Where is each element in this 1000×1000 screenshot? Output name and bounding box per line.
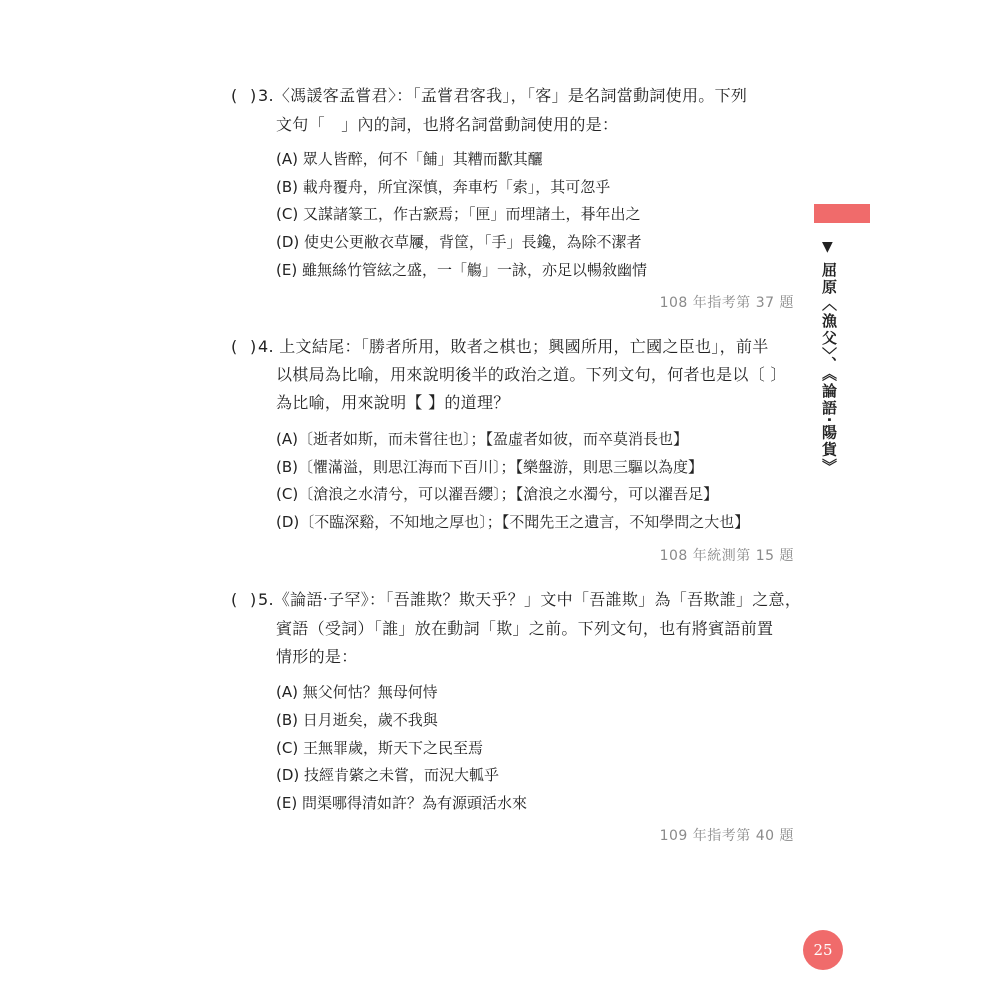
option-c: (C) 王無罪歲，斯天下之民至焉: [276, 739, 483, 757]
option-c: (C) 又謀諸篆工，作古窾焉；「匣」而埋諸土，朞年出之: [276, 205, 641, 223]
answer-blank-close: ): [250, 590, 257, 609]
answer-blank-close: ): [250, 86, 257, 105]
question-source: 108 年指考第 37 題: [659, 295, 794, 311]
answer-blank-open: (: [231, 337, 238, 356]
option-d: (D) 使史公更敝衣草屨，背筐，「手」長鑱，為除不潔者: [276, 233, 642, 251]
option-e: (E) 雖無絲竹管絃之盛，一「觴」一詠，亦足以暢敘幽情: [276, 261, 647, 279]
answer-blank-open: (: [231, 590, 238, 609]
option-b: (B) 日月逝矣，歲不我與: [276, 711, 438, 729]
question-source: 109 年指考第 40 題: [659, 828, 794, 844]
chapter-marker-bar: [814, 204, 870, 223]
option-d: (D) 技經肯綮之未嘗，而況大軱乎: [276, 766, 500, 784]
page-number-badge: [803, 930, 843, 970]
answer-blank-open: (: [231, 86, 238, 105]
option-a: (A)〔逝者如斯，而未嘗往也〕；【盈虛者如彼，而卒莫消長也】: [276, 430, 688, 448]
question-text-line: 為比喻，用來說明【 】的道理？: [276, 393, 510, 412]
option-c: (C)〔滄浪之水清兮，可以濯吾纓〕；【滄浪之水濁兮，可以濯吾足】: [276, 485, 719, 503]
option-d: (D)〔不臨深谿，不知地之厚也〕；【不聞先王之遺言，不知學問之大也】: [276, 513, 750, 531]
question-text-line: 4. 上文結尾：「勝者所用，敗者之棋也；興國所用，亡國之臣也」，前半: [258, 337, 769, 356]
question-text-line: 文句「 」內的詞，也將名詞當動詞使用的是：: [276, 115, 619, 134]
question-text-line: 以棋局為比喻，用來說明後半的政治之道。下列文句，何者也是以〔 〕: [276, 365, 787, 384]
option-a: (A) 眾人皆醉，何不「餔」其糟而歠其釃: [276, 150, 543, 168]
question-text-line: 賓語（受詞）「誰」放在動詞「欺」之前。下列文句，也有將賓語前置: [276, 619, 774, 638]
option-e: (E) 問渠哪得清如許？為有源頭活水來: [276, 794, 527, 812]
option-b: (B) 載舟覆舟，所宜深慎，奔車朽「索」，其可忽乎: [276, 178, 611, 196]
triangle-down-icon: ▼: [822, 239, 833, 255]
question-text-line: 5.《論語‧子罕》：「吾誰欺？欺天乎？」文中「吾誰欺」為「吾欺誰」之意，: [258, 590, 802, 609]
question-text-line: 3.〈馮諼客孟嘗君〉：「孟嘗君客我」，「客」是名詞當動詞使用。下列: [258, 86, 748, 105]
answer-blank-close: ): [250, 337, 257, 356]
question-source: 108 年統測第 15 題: [659, 548, 794, 564]
page-number: 25: [813, 941, 833, 959]
question-text-line: 情形的是：: [276, 647, 358, 666]
option-b: (B)〔懼滿溢，則思江海而下百川〕；【樂盤游，則思三驅以為度】: [276, 458, 703, 476]
option-a: (A) 無父何怙？無母何恃: [276, 683, 438, 701]
chapter-title: 屈原〈漁父〉、《論語‧陽貨》: [820, 262, 838, 476]
